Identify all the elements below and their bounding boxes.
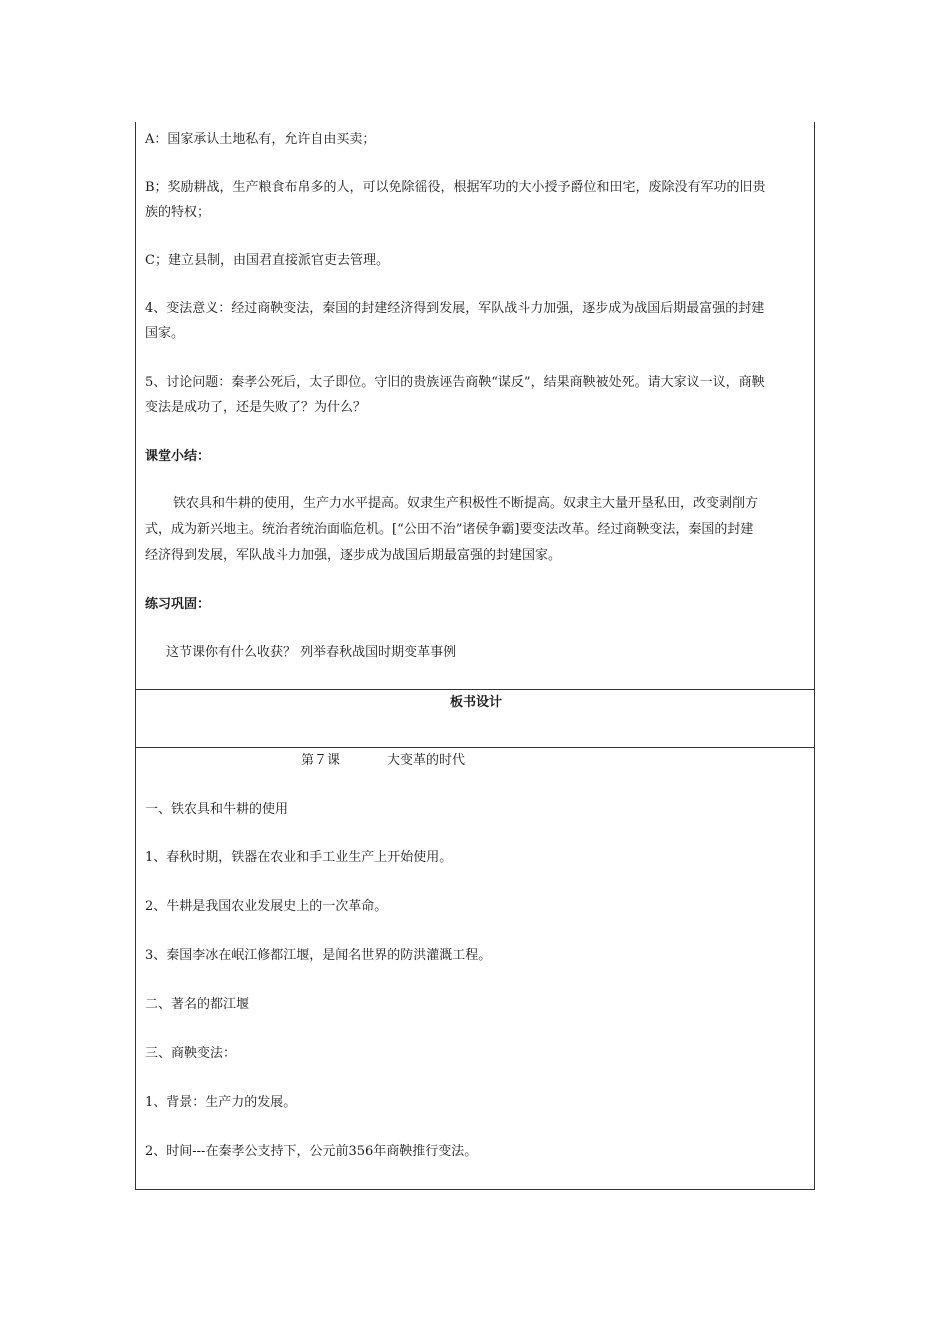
board-line: 1、春秋时期，铁器在农业和手工业生产上开始使用。 [145, 850, 453, 865]
board-design-heading: 板书设计 [449, 695, 502, 710]
reform-significance-line1: 4、变法意义：经过商鞅变法，秦国的封建经济得到发展，军队战斗力加强，逐步成为战国后期最富强的封建 [145, 301, 765, 316]
lesson-plan-table [135, 122, 815, 1190]
class-summary-line3: 经济得到发展，军队战斗力加强，逐步成为战国后期最富强的封建国家。 [145, 548, 562, 563]
lesson-number: 第７课 [301, 753, 341, 768]
practice-heading: 练习巩固： [145, 597, 211, 612]
practice-text: 这节课你有什么收获？ 列举春秋战国时期变革事例 [166, 645, 457, 660]
reform-point-b-line2: 族的特权； [145, 205, 211, 220]
board-line: 2、牛耕是我国农业发展史上的一次革命。 [145, 899, 388, 914]
discussion-question-line2: 变法是成功了，还是失败了？为什么？ [145, 400, 367, 415]
class-summary-line1: 铁农具和牛耕的使用，生产力水平提高。奴隶生产积极性不断提高。奴隶主大量开垦私田，改变剥削方 [173, 496, 759, 511]
reform-point-c: C；建立县制，由国君直接派官吏去管理。 [145, 253, 389, 268]
reform-point-a: A：国家承认土地私有，允许自由买卖； [145, 132, 376, 147]
board-line: 3、秦国李冰在岷江修都江堰，是闻名世界的防洪灌溉工程。 [145, 948, 492, 963]
reform-point-b-line1: B；奖励耕战，生产粮食布帛多的人，可以免除徭役，根据军功的大小授予爵位和田宅，废除没有军功的旧贵 [145, 180, 766, 195]
board-line: 二、著名的都江堰 [145, 997, 250, 1012]
lesson-title: 大变革的时代 [387, 753, 466, 768]
board-line: 2、时间---在秦孝公支持下，公元前356年商鞅推行变法。 [145, 1144, 478, 1159]
board-line: 1、背景：生产力的发展。 [145, 1095, 297, 1110]
table-divider [136, 689, 814, 690]
board-line: 三、商鞅变法： [145, 1046, 237, 1061]
board-line: 一、铁农具和牛耕的使用 [145, 802, 289, 817]
discussion-question-line1: 5、讨论问题：秦孝公死后，太子即位。守旧的贵族诬告商鞅“谋反”，结果商鞅被处死。请大家议一议，商鞅 [145, 375, 765, 390]
class-summary-line2: 式，成为新兴地主。统治者统治面临危机。[“公田不治”诸侯争霸]要变法改革。经过商鞅变法，秦国的封建 [145, 522, 754, 537]
reform-significance-line2: 国家。 [145, 326, 185, 341]
table-divider [136, 747, 814, 748]
class-summary-heading: 课堂小结： [145, 449, 211, 464]
